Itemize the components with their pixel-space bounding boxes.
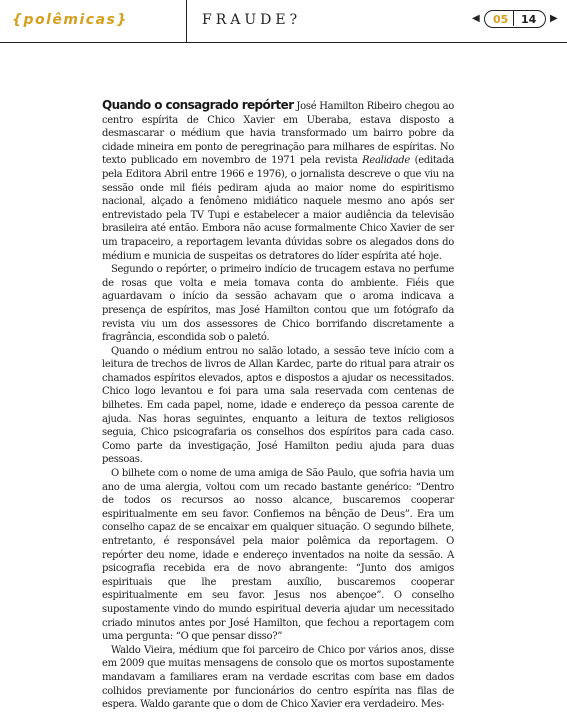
paragraph-3: Quando o médium entrou no salão lotado, a sessão teve início com a leitura de trechos de livros de Allan Kardec, parte do ritual para atrair os chamados espíritos elevados, aptos e dispostos a ajudar os necessitados. Chico logo levantou e foi para uma sala reservada com centenas de bilhetes. Em cada papel, nome, idade e endereço da pessoa carente de ajuda. Nas horas seguintes, enquanto a leitura de textos religiosos seguia, Chico psicografaria os conselhos dos espíritos para cada caso. Como parte da investigação, José Hamilton pediu ajuda para duas pessoas. [102,345,454,466]
lead-in: Quando o consagrado repórter [102,98,294,112]
article-body [102,99,454,712]
prev-arrow-icon[interactable]: ◀ [472,13,480,24]
paragraph-2: Segundo o repórter, o primeiro indício de trucagem estava no perfume de rosas que volta e meia tomava conta do ambiente. Fiéis que aguardavam o início da sessão achavam que o aroma indicava a presença de espíritos, mas José Hamilton contou que um fotógrafo da revista viu um dos assessores de Chico borrifando discretamente a fragrância, escondida sob o paletó. [102,264,454,344]
brand-logo: {polêmicas} [12,12,128,28]
page-header [0,0,567,42]
magazine-name: Realidade [362,155,410,167]
paragraph-1-end: (editada pela Editora Abril entre 1966 e 1976), o jornalista descreve o que viu na sessão onde mil fiéis pediram ajuda ao maior nome do espiritismo nacional, alçado a fenômeno midiático naquele mesmo ano após ser entrevistado pela TV Tupi e estabelecer a maior audiência da televisão brasileira até então. Embora não acuse formalmente Chico Xavier de ser um trapaceiro, a reportagem levanta dúvidas sobre os alegados dons do médium e municia de suspeitas os detratores do líder espírita até hoje. [102,155,454,262]
total-pages: 14 [521,13,537,26]
page-counter [484,10,546,28]
page-separator [513,11,514,26]
section-title: FRAUDE? [202,12,302,28]
paragraph-1 [102,99,454,263]
paragraph-1-text: José Hamilton Ribeiro chegou ao centro espírita de Chico Xavier em Uberaba, estava disposto a desmascarar o médium que havia transformado um bairro pobre da cidade mineira em ponto de peregrinação para milhares de espíritas. No texto publicado em novembro de 1971 pela revista [102,101,454,167]
header-divider [186,0,187,42]
header-rule [0,42,567,43]
paragraph-4: O bilhete com o nome de uma amiga de São Paulo, que sofria havia um ano de uma alergia, voltou com um recado bastante genérico: “Dentro de todos os recursos ao nosso alcance, buscaremos cooperar espiritualmente em seu favor. Confiemos na bênção de Deus”. Era um conselho capaz de se encaixar em qualquer situação. O segundo bilhete, entretanto, é responsável pela maior polêmica da reportagem. O repórter deu nome, idade e endereço inventados na noite da sessão. A psicografia recebida era de novo abrangente: “Junto dos amigos espirituais que lhe prestam auxílio, buscaremos cooperar espiritualmente em seu favor. Jesus nos abençoe”. O conselho supostamente vindo do mundo espiritual deveria ajudar um necessitado criado minutos antes por José Hamilton, que fechou a reportagem com uma pergunta: “O que pensar disso?” [102,468,454,643]
next-arrow-icon[interactable]: ▶ [550,13,558,24]
current-page: 05 [493,13,509,26]
paragraph-5: Waldo Vieira, médium que foi parceiro de Chico por vários anos, disse em 2009 que muitas mensagens de consolo que os mortos supostamente mandavam a familiares eram na verdade escritas com base em dados colhidos previamente por funcionários do centro espírita nas filas de espera. Waldo garante que o dom de Chico Xavier era verdadeiro. Mes- [102,644,454,711]
